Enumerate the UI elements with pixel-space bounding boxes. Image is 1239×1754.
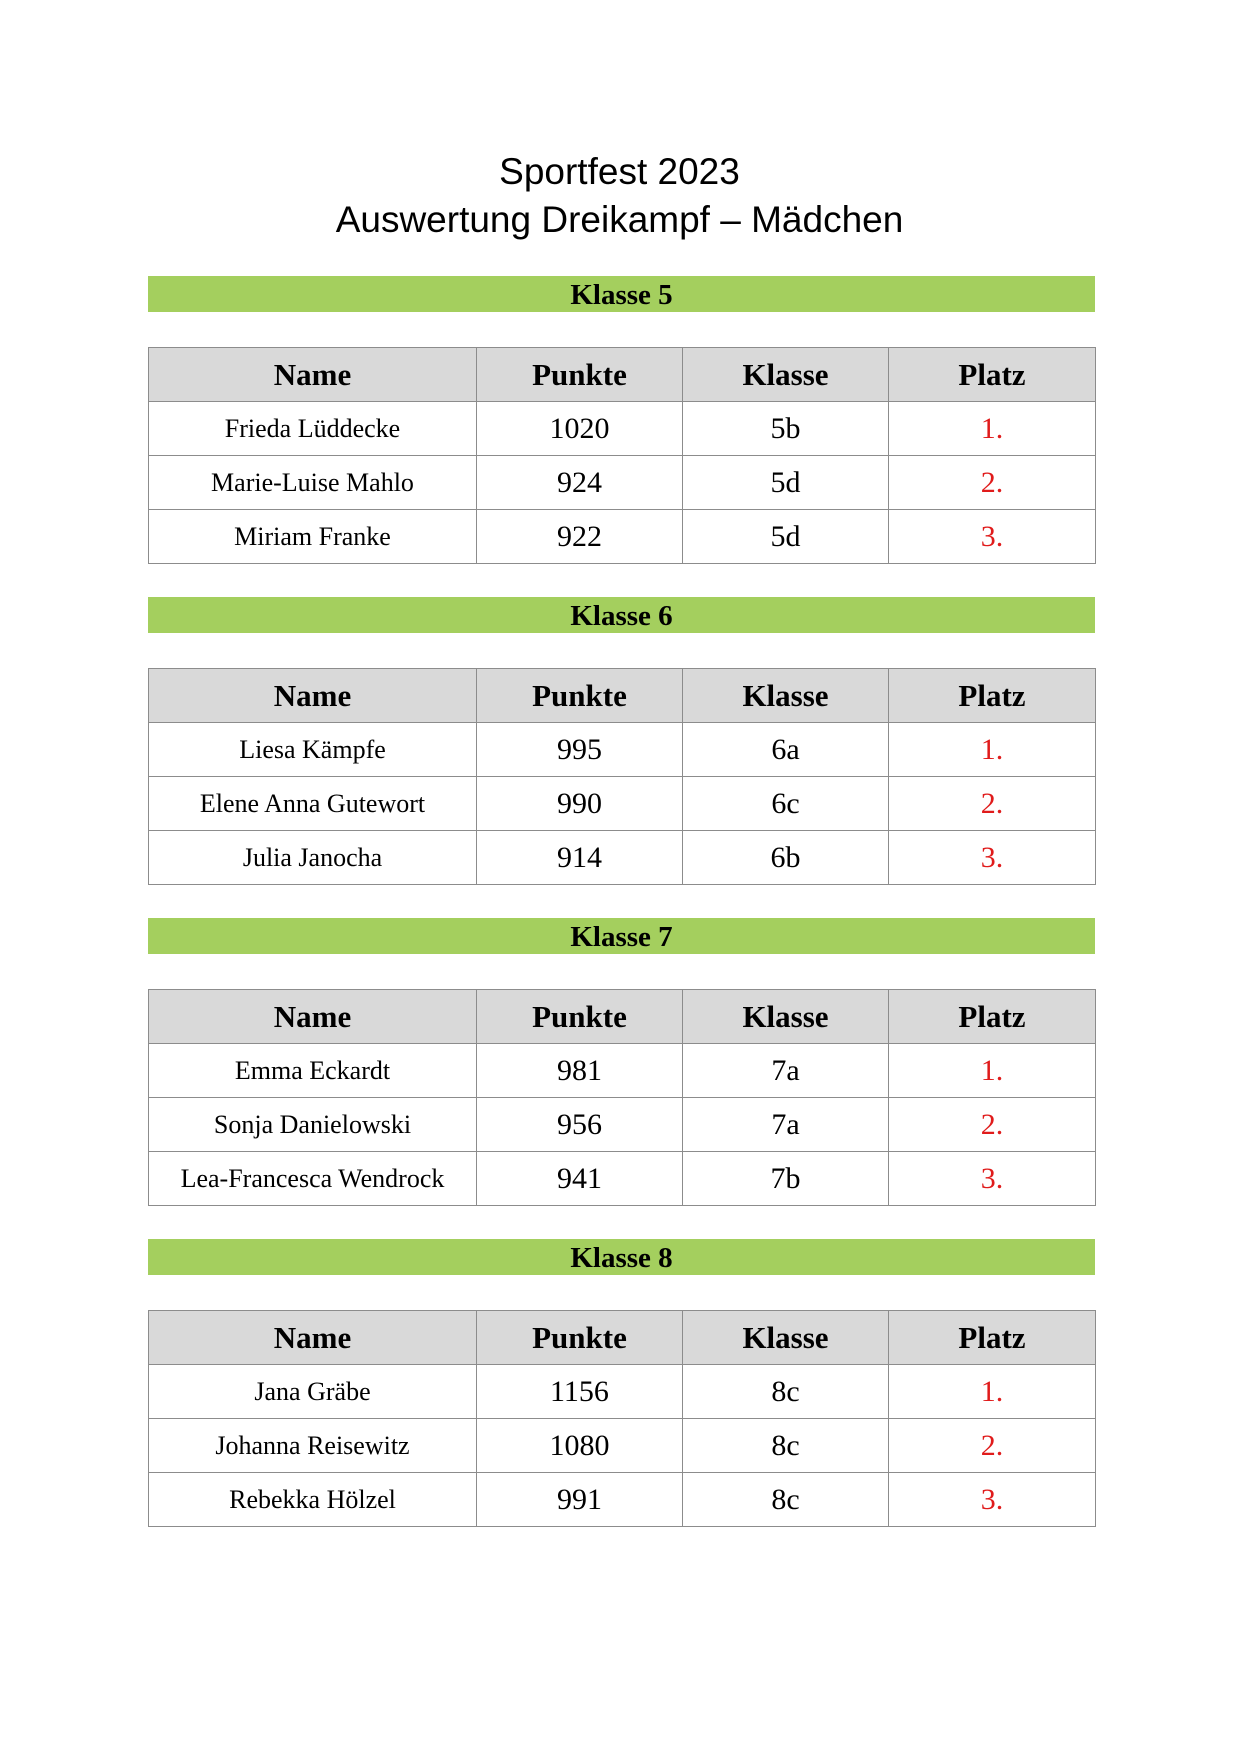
- cell-platz: 3.: [889, 1152, 1096, 1206]
- cell-name: Sonja Danielowski: [149, 1098, 477, 1152]
- section-heading: Klasse 6: [148, 597, 1095, 633]
- column-header-punkte: Punkte: [477, 669, 683, 723]
- cell-name: Miriam Franke: [149, 510, 477, 564]
- cell-punkte: 1080: [477, 1419, 683, 1473]
- page-subtitle: Auswertung Dreikampf – Mädchen: [335, 199, 904, 240]
- column-header-name: Name: [149, 990, 477, 1044]
- section-heading: Klasse 5: [148, 276, 1095, 312]
- cell-name: Elene Anna Gutewort: [149, 777, 477, 831]
- table-row: [149, 402, 1096, 456]
- cell-platz: 2.: [889, 1098, 1096, 1152]
- page-title: Sportfest 2023: [499, 151, 740, 192]
- cell-klasse: 7b: [683, 1152, 889, 1206]
- section-klasse-8: [148, 1239, 1095, 1527]
- column-header-punkte: Punkte: [477, 990, 683, 1044]
- cell-platz: 1.: [889, 723, 1096, 777]
- cell-name: Julia Janocha: [149, 831, 477, 885]
- column-header-klasse: Klasse: [683, 348, 889, 402]
- cell-klasse: 6a: [683, 723, 889, 777]
- cell-punkte: 914: [477, 831, 683, 885]
- cell-klasse: 8c: [683, 1473, 889, 1527]
- cell-platz: 3.: [889, 510, 1096, 564]
- column-header-name: Name: [149, 348, 477, 402]
- column-header-klasse: Klasse: [683, 1311, 889, 1365]
- cell-klasse: 8c: [683, 1419, 889, 1473]
- cell-klasse: 8c: [683, 1365, 889, 1419]
- cell-punkte: 922: [477, 510, 683, 564]
- section-klasse-6: [148, 597, 1095, 885]
- table-header-row: [149, 348, 1096, 402]
- document-title: [0, 148, 1239, 244]
- column-header-punkte: Punkte: [477, 1311, 683, 1365]
- cell-platz: 1.: [889, 1044, 1096, 1098]
- cell-name: Johanna Reisewitz: [149, 1419, 477, 1473]
- cell-punkte: 1156: [477, 1365, 683, 1419]
- cell-klasse: 6b: [683, 831, 889, 885]
- column-header-klasse: Klasse: [683, 669, 889, 723]
- cell-klasse: 7a: [683, 1098, 889, 1152]
- table-header-row: [149, 990, 1096, 1044]
- table-row: [149, 723, 1096, 777]
- table-row: [149, 1152, 1096, 1206]
- table-row: [149, 1044, 1096, 1098]
- cell-punkte: 941: [477, 1152, 683, 1206]
- cell-name: Lea-Francesca Wendrock: [149, 1152, 477, 1206]
- table-row: [149, 1419, 1096, 1473]
- table-header-row: [149, 1311, 1096, 1365]
- column-header-platz: Platz: [889, 990, 1096, 1044]
- results-table: [148, 1310, 1096, 1527]
- table-row: [149, 456, 1096, 510]
- results-table: [148, 668, 1096, 885]
- cell-name: Rebekka Hölzel: [149, 1473, 477, 1527]
- column-header-platz: Platz: [889, 348, 1096, 402]
- table-row: [149, 831, 1096, 885]
- column-header-name: Name: [149, 669, 477, 723]
- section-heading: Klasse 7: [148, 918, 1095, 954]
- cell-platz: 2.: [889, 777, 1096, 831]
- column-header-platz: Platz: [889, 1311, 1096, 1365]
- cell-name: Emma Eckardt: [149, 1044, 477, 1098]
- cell-platz: 3.: [889, 831, 1096, 885]
- results-table: [148, 347, 1096, 564]
- cell-klasse: 5b: [683, 402, 889, 456]
- cell-punkte: 991: [477, 1473, 683, 1527]
- table-row: [149, 777, 1096, 831]
- cell-punkte: 1020: [477, 402, 683, 456]
- cell-punkte: 981: [477, 1044, 683, 1098]
- cell-platz: 2.: [889, 456, 1096, 510]
- section-heading: Klasse 8: [148, 1239, 1095, 1275]
- cell-klasse: 5d: [683, 456, 889, 510]
- results-table: [148, 989, 1096, 1206]
- cell-platz: 2.: [889, 1419, 1096, 1473]
- table-header-row: [149, 669, 1096, 723]
- cell-punkte: 924: [477, 456, 683, 510]
- table-row: [149, 1473, 1096, 1527]
- table-row: [149, 1098, 1096, 1152]
- table-row: [149, 1365, 1096, 1419]
- cell-name: Marie-Luise Mahlo: [149, 456, 477, 510]
- table-row: [149, 510, 1096, 564]
- cell-name: Liesa Kämpfe: [149, 723, 477, 777]
- column-header-name: Name: [149, 1311, 477, 1365]
- cell-klasse: 5d: [683, 510, 889, 564]
- cell-platz: 1.: [889, 1365, 1096, 1419]
- cell-klasse: 7a: [683, 1044, 889, 1098]
- cell-name: Frieda Lüddecke: [149, 402, 477, 456]
- column-header-platz: Platz: [889, 669, 1096, 723]
- cell-klasse: 6c: [683, 777, 889, 831]
- section-klasse-5: [148, 276, 1095, 564]
- section-klasse-7: [148, 918, 1095, 1206]
- column-header-punkte: Punkte: [477, 348, 683, 402]
- cell-platz: 1.: [889, 402, 1096, 456]
- cell-punkte: 990: [477, 777, 683, 831]
- cell-name: Jana Gräbe: [149, 1365, 477, 1419]
- cell-punkte: 995: [477, 723, 683, 777]
- cell-platz: 3.: [889, 1473, 1096, 1527]
- column-header-klasse: Klasse: [683, 990, 889, 1044]
- cell-punkte: 956: [477, 1098, 683, 1152]
